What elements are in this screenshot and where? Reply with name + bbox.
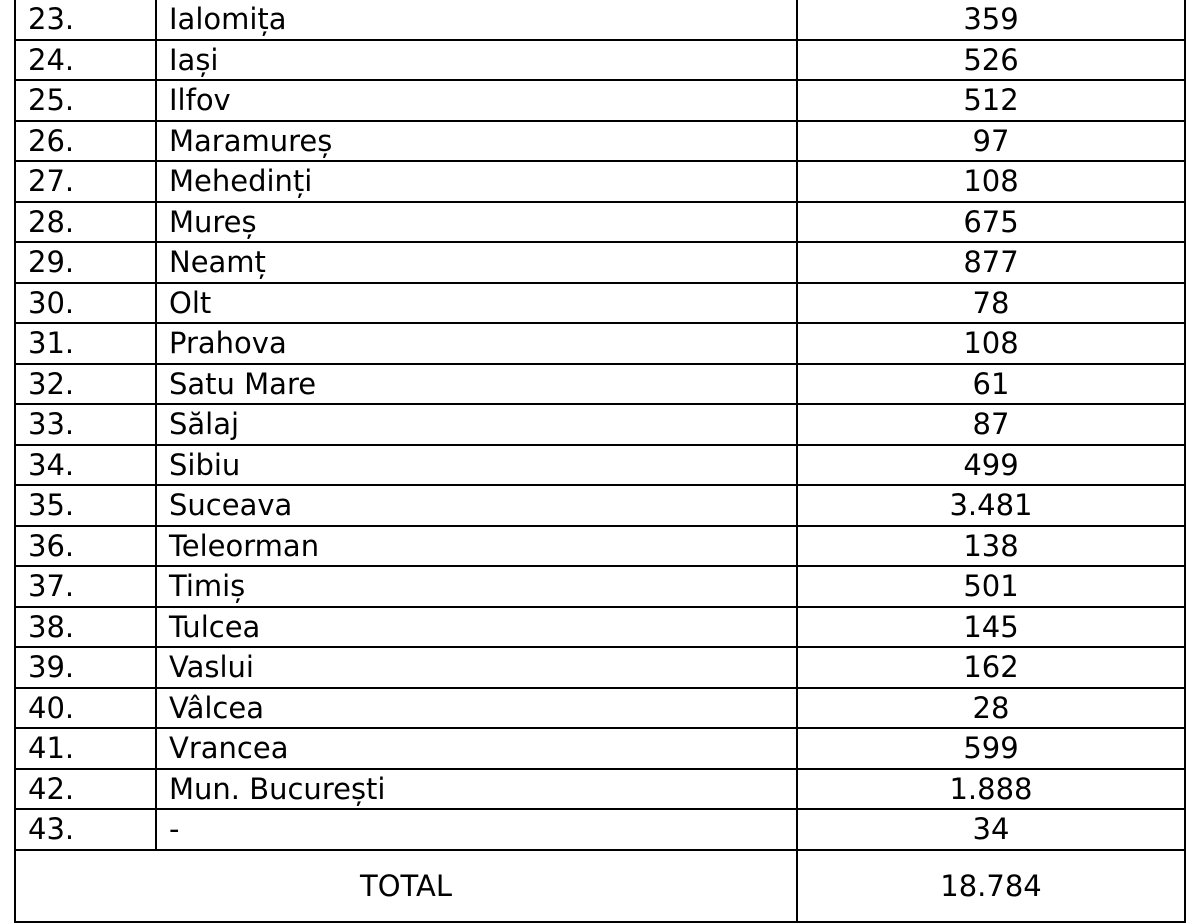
row-number: 40. bbox=[15, 688, 156, 729]
row-number: 36. bbox=[15, 526, 156, 567]
table-body bbox=[15, 0, 1185, 922]
table-row bbox=[15, 323, 1185, 364]
row-number: 32. bbox=[15, 364, 156, 405]
table-row bbox=[15, 40, 1185, 81]
row-number: 24. bbox=[15, 40, 156, 81]
county-value: 61 bbox=[797, 364, 1185, 405]
table-row bbox=[15, 566, 1185, 607]
county-value: 512 bbox=[797, 80, 1185, 121]
county-value: 599 bbox=[797, 728, 1185, 769]
row-number: 33. bbox=[15, 404, 156, 445]
row-number: 38. bbox=[15, 607, 156, 648]
total-label: TOTAL bbox=[15, 850, 797, 922]
table-row bbox=[15, 769, 1185, 810]
county-value: 34 bbox=[797, 809, 1185, 850]
county-value: 108 bbox=[797, 323, 1185, 364]
county-name: Mehedinți bbox=[156, 161, 797, 202]
table-row bbox=[15, 80, 1185, 121]
table-row bbox=[15, 242, 1185, 283]
county-name: Vâlcea bbox=[156, 688, 797, 729]
county-name: Timiș bbox=[156, 566, 797, 607]
row-number: 39. bbox=[15, 647, 156, 688]
row-number: 30. bbox=[15, 283, 156, 324]
table-row bbox=[15, 121, 1185, 162]
county-name: Mun. București bbox=[156, 769, 797, 810]
row-number: 26. bbox=[15, 121, 156, 162]
row-number: 43. bbox=[15, 809, 156, 850]
county-name: Satu Mare bbox=[156, 364, 797, 405]
county-value: 108 bbox=[797, 161, 1185, 202]
county-name: Ilfov bbox=[156, 80, 797, 121]
table-row bbox=[15, 404, 1185, 445]
county-value: 138 bbox=[797, 526, 1185, 567]
county-value: 675 bbox=[797, 202, 1185, 243]
table-row bbox=[15, 688, 1185, 729]
row-number: 28. bbox=[15, 202, 156, 243]
row-number: 35. bbox=[15, 485, 156, 526]
table-row bbox=[15, 728, 1185, 769]
table-row bbox=[15, 283, 1185, 324]
total-value: 18.784 bbox=[797, 850, 1185, 922]
county-value: 499 bbox=[797, 445, 1185, 486]
county-value: 526 bbox=[797, 40, 1185, 81]
table-row bbox=[15, 607, 1185, 648]
county-value: 87 bbox=[797, 404, 1185, 445]
table-row bbox=[15, 526, 1185, 567]
row-number: 31. bbox=[15, 323, 156, 364]
county-name: Olt bbox=[156, 283, 797, 324]
county-name: Suceava bbox=[156, 485, 797, 526]
county-name: Teleorman bbox=[156, 526, 797, 567]
county-value: 145 bbox=[797, 607, 1185, 648]
table-row bbox=[15, 202, 1185, 243]
county-name: Sibiu bbox=[156, 445, 797, 486]
total-row bbox=[15, 850, 1185, 922]
row-number: 27. bbox=[15, 161, 156, 202]
county-value: 877 bbox=[797, 242, 1185, 283]
county-name: Ialomița bbox=[156, 0, 797, 40]
row-number: 29. bbox=[15, 242, 156, 283]
county-value: 501 bbox=[797, 566, 1185, 607]
row-number: 23. bbox=[15, 0, 156, 40]
county-table bbox=[14, 0, 1186, 923]
table-row bbox=[15, 161, 1185, 202]
county-name: Vrancea bbox=[156, 728, 797, 769]
county-name: Vaslui bbox=[156, 647, 797, 688]
table-row bbox=[15, 0, 1185, 40]
table-row bbox=[15, 445, 1185, 486]
county-value: 78 bbox=[797, 283, 1185, 324]
table-row bbox=[15, 485, 1185, 526]
county-name: Maramureș bbox=[156, 121, 797, 162]
county-value: 1.888 bbox=[797, 769, 1185, 810]
county-value: 97 bbox=[797, 121, 1185, 162]
county-name: Iași bbox=[156, 40, 797, 81]
county-name: - bbox=[156, 809, 797, 850]
table-row bbox=[15, 364, 1185, 405]
county-name: Prahova bbox=[156, 323, 797, 364]
county-value: 162 bbox=[797, 647, 1185, 688]
row-number: 41. bbox=[15, 728, 156, 769]
row-number: 34. bbox=[15, 445, 156, 486]
county-value: 3.481 bbox=[797, 485, 1185, 526]
county-value: 28 bbox=[797, 688, 1185, 729]
county-name: Mureș bbox=[156, 202, 797, 243]
table-row bbox=[15, 647, 1185, 688]
county-name: Tulcea bbox=[156, 607, 797, 648]
county-name: Neamț bbox=[156, 242, 797, 283]
county-name: Sălaj bbox=[156, 404, 797, 445]
row-number: 37. bbox=[15, 566, 156, 607]
row-number: 25. bbox=[15, 80, 156, 121]
county-value: 359 bbox=[797, 0, 1185, 40]
row-number: 42. bbox=[15, 769, 156, 810]
table-row bbox=[15, 809, 1185, 850]
